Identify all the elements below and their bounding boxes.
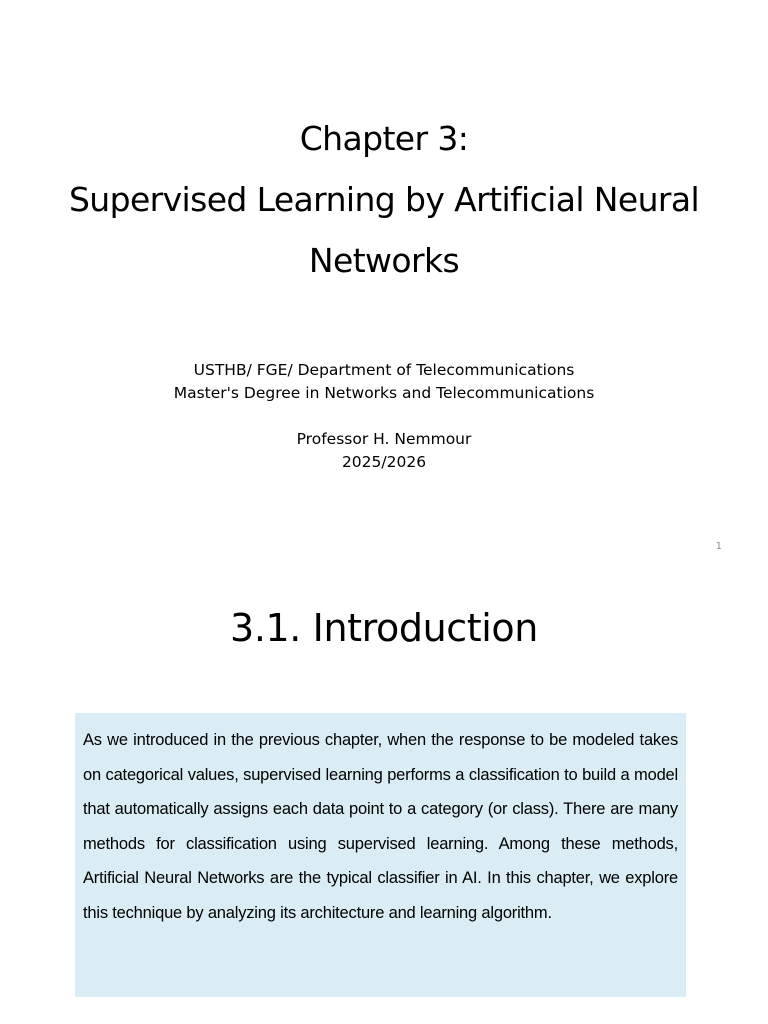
introduction-paragraph: As we introduced in the previous chapter, when the response to be modeled takes on categorical values, supervised learning performs a classification to build a model that automatically assigns each data point to a category (or class). There are many methods for classification using supervised learning. Among these methods, Artificial Neural Networks are the typical classifier in AI. In this chapter, we explore this technique by analyzing its architecture and learning algorithm. bbox=[83, 731, 678, 922]
section-heading: 3.1. Introduction bbox=[230, 606, 538, 650]
degree-text: Master's Degree in Networks and Telecommunications bbox=[173, 384, 595, 402]
chapter-title bbox=[60, 108, 708, 291]
spacer bbox=[0, 405, 768, 428]
professor-name: Professor H. Nemmour bbox=[296, 430, 472, 448]
introduction-slide bbox=[0, 568, 768, 1024]
introduction-box bbox=[75, 713, 686, 997]
academic-year: 2025/2026 bbox=[341, 453, 427, 471]
chapter-title-line-3: Networks bbox=[308, 241, 460, 280]
institution-text: USTHB/ FGE/ Department of Telecommunications bbox=[193, 361, 575, 379]
slide-number: 1 bbox=[715, 541, 722, 552]
chapter-title-line-1: Chapter 3: bbox=[299, 119, 469, 158]
chapter-title-line-2: Supervised Learning by Artificial Neural bbox=[68, 180, 700, 219]
course-info bbox=[0, 359, 768, 474]
